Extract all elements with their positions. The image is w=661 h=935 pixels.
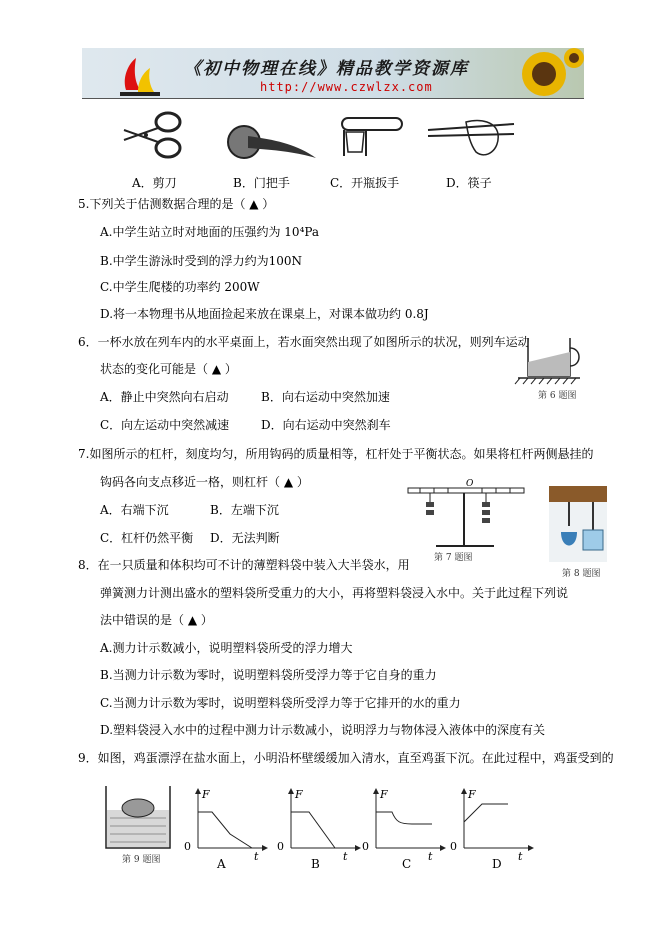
- q6-figure-caption: 第 6 题图: [538, 391, 577, 401]
- q8-stem-line3: 法中错误的是（ ▲ ）: [100, 613, 213, 627]
- lever-pivot-label: O: [466, 479, 474, 489]
- graph-b-label: B: [311, 857, 320, 871]
- graph-c-y-label: F: [380, 788, 388, 801]
- q5-option-d: D.将一本物理书从地面捡起来放在课桌上，对课本做功约 0.8J: [100, 307, 429, 321]
- q8-figure-caption: 第 8 题图: [562, 569, 601, 579]
- banner-url[interactable]: http://www.czwlzx.com: [260, 80, 433, 94]
- graph-d-origin: 0: [450, 840, 457, 853]
- graph-c-origin: 0: [362, 840, 369, 853]
- q7-figure-caption: 第 7 题图: [434, 553, 473, 563]
- graph-d-y-label: F: [468, 788, 476, 801]
- graph-b-x-label: t: [343, 850, 348, 863]
- site-logo-icon: [112, 50, 172, 100]
- q7-stem-line1: 7.如图所示的杠杆，刻度均匀，所用钩码的质量相等，杠杆处于平衡状态。如果将杠杆两侧悬挂的: [78, 447, 594, 461]
- q4-option-d: D．筷子: [446, 176, 492, 190]
- q6-option-b: B．向右运动中突然加速: [261, 390, 390, 404]
- header-divider: [82, 98, 584, 99]
- q7-stem-line2: 钩码各向支点移近一格，则杠杆（ ▲ ）: [100, 475, 309, 489]
- spring-scale-photo: [549, 486, 607, 562]
- graph-b: [277, 788, 363, 863]
- q4-option-b: B．门把手: [233, 176, 290, 190]
- q4-option-c: C．开瓶扳手: [330, 176, 400, 190]
- graph-c-label: C: [402, 857, 412, 871]
- graph-d: [450, 788, 536, 863]
- door-handle-image: [226, 118, 321, 168]
- sunflower-image: [504, 48, 584, 98]
- q8-stem-line2: 弹簧测力计测出盛水的塑料袋所受重力的大小，再将塑料袋浸入水中。关于此过程下列说: [100, 586, 569, 600]
- graph-b-y-label: F: [295, 788, 303, 801]
- scissors-image: [118, 108, 188, 163]
- graph-a-x-label: t: [254, 850, 259, 863]
- q7-option-b: B．左端下沉: [210, 503, 279, 517]
- graph-d-label: D: [492, 857, 502, 871]
- graph-c: [362, 788, 448, 863]
- q5-option-b: B.中学生游泳时受到的浮力约为100N: [100, 254, 303, 268]
- q8-option-b: B.当测力计示数为零时，说明塑料袋所受浮力等于它自身的重力: [100, 668, 437, 682]
- header-banner: [82, 48, 584, 98]
- q8-option-c: C.当测力计示数为零时，说明塑料袋所受浮力等于它排开的水的重力: [100, 696, 461, 710]
- q7-option-d: D．无法判断: [210, 531, 280, 545]
- q5-option-a: A.中学生站立时对地面的压强约为 10⁴Pa: [100, 225, 320, 239]
- q6-stem-line1: 6．一杯水放在列车内的水平桌面上，若水面突然出现了如图所示的状况，则列车运动: [78, 335, 530, 349]
- graph-a-label: A: [217, 857, 226, 871]
- banner-title: 《初中物理在线》精品教学资源库: [184, 59, 469, 79]
- q6-option-c: C．向左运动中突然减速: [100, 418, 230, 432]
- chopsticks-image: [426, 116, 516, 171]
- q4-option-a: A．剪刀: [132, 176, 177, 190]
- q6-option-d: D．向右运动中突然刹车: [261, 418, 391, 432]
- q8-stem-line1: 8．在一只质量和体积均可不计的薄塑料袋中装入大半袋水，用: [78, 558, 410, 572]
- lever-diagram: [406, 480, 526, 550]
- q9-stem: 9．如图，鸡蛋漂浮在盐水面上，小明沿杯壁缓缓加入清水，直至鸡蛋下沉。在此过程中，鸡蛋受到的: [78, 751, 614, 765]
- graph-a-origin: 0: [184, 840, 191, 853]
- graph-b-origin: 0: [277, 840, 284, 853]
- q7-option-a: A．右端下沉: [100, 503, 169, 517]
- q5-option-c: C.中学生爬楼的功率约 200W: [100, 280, 260, 294]
- q6-option-a: A．静止中突然向右启动: [100, 390, 229, 404]
- bottle-opener-image: [336, 108, 406, 163]
- graph-c-x-label: t: [428, 850, 433, 863]
- graph-a-y-label: F: [202, 788, 210, 801]
- q6-stem-line2: 状态的变化可能是（ ▲ ）: [100, 362, 237, 376]
- egg-in-beaker-diagram: [100, 784, 180, 854]
- cup-on-table-diagram: [518, 334, 588, 389]
- q9-figure-caption: 第 9 题图: [122, 855, 161, 865]
- q8-option-a: A.测力计示数减小，说明塑料袋所受的浮力增大: [100, 641, 353, 655]
- q5-stem: 5.下列关于估测数据合理的是（ ▲ ）: [78, 197, 275, 211]
- q7-option-c: C．杠杆仍然平衡: [100, 531, 194, 545]
- q8-option-d: D.塑料袋浸入水中的过程中测力计示数减小，说明浮力与物体浸入液体中的深度有关: [100, 723, 546, 737]
- graph-d-x-label: t: [518, 850, 523, 863]
- graph-a: [184, 788, 270, 863]
